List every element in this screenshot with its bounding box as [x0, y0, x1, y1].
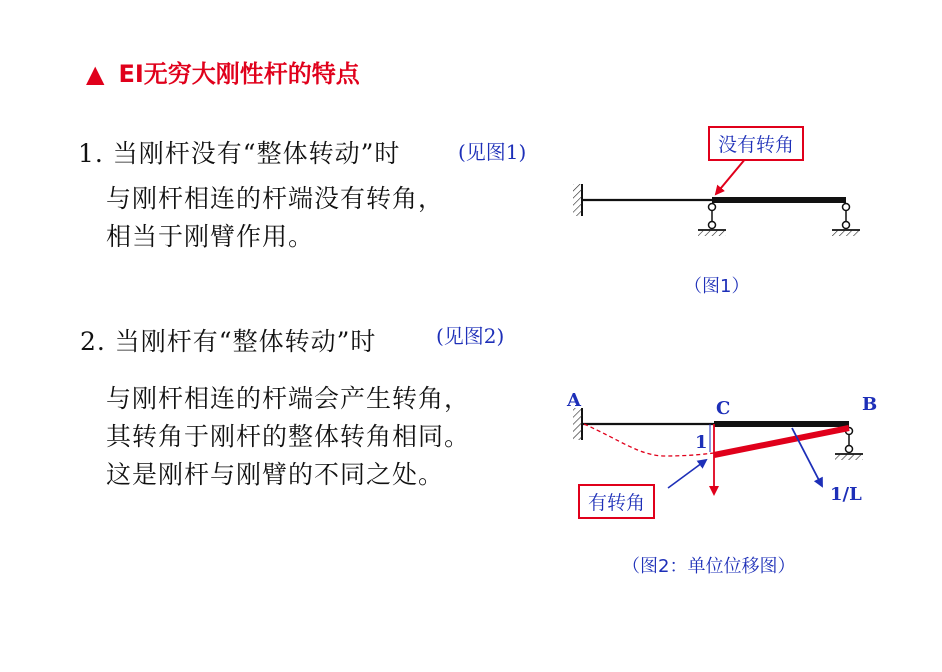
fig2-rotation-label: 有转角	[578, 484, 655, 519]
fig2-point-c: C	[716, 398, 731, 419]
fig1-caption: （图1）	[684, 276, 750, 297]
fig2-label-arrow	[668, 460, 706, 488]
point2-figure-ref: (见图2)	[436, 324, 505, 348]
fig1-label-arrow	[716, 158, 746, 194]
fig1-support-left	[698, 204, 726, 237]
fig2-slope-label: 1/L	[830, 484, 862, 505]
fig1-wall-hatch	[573, 184, 582, 216]
fig1-support-right	[832, 204, 860, 237]
point1-line-1: 与刚杆相连的杆端没有转角，	[106, 184, 445, 213]
fig2-point-a: A	[567, 390, 581, 411]
fig2-caption: （图2：单位位移图）	[622, 556, 796, 577]
fig2-point-b: B	[862, 394, 878, 415]
figure-1	[573, 158, 860, 236]
point1-figure-ref: (见图1)	[458, 140, 527, 164]
fig1-no-rotation-label: 没有转角	[708, 126, 804, 161]
point2-heading: 2. 当刚杆有“整体转动”时	[80, 327, 377, 356]
fig2-wall-hatch	[573, 408, 582, 440]
figure-2	[573, 408, 863, 494]
point1-heading: 1. 当刚杆没有“整体转动”时	[78, 139, 401, 168]
point2-line-1: 与刚杆相连的杆端会产生转角，	[106, 384, 471, 413]
point1-line-2: 相当于刚臂作用。	[106, 222, 315, 251]
fig2-rotated-rigid-bar	[714, 428, 849, 455]
point2-line-3: 这是刚杆与刚臂的不同之处。	[106, 460, 445, 489]
title-text: EI无穷大刚性杆的特点	[118, 60, 360, 88]
triangle-bullet-icon: ▲	[86, 60, 105, 88]
fig2-unit-label: 1	[695, 432, 708, 453]
point2-line-2: 其转角于刚杆的整体转角相同。	[106, 422, 471, 451]
